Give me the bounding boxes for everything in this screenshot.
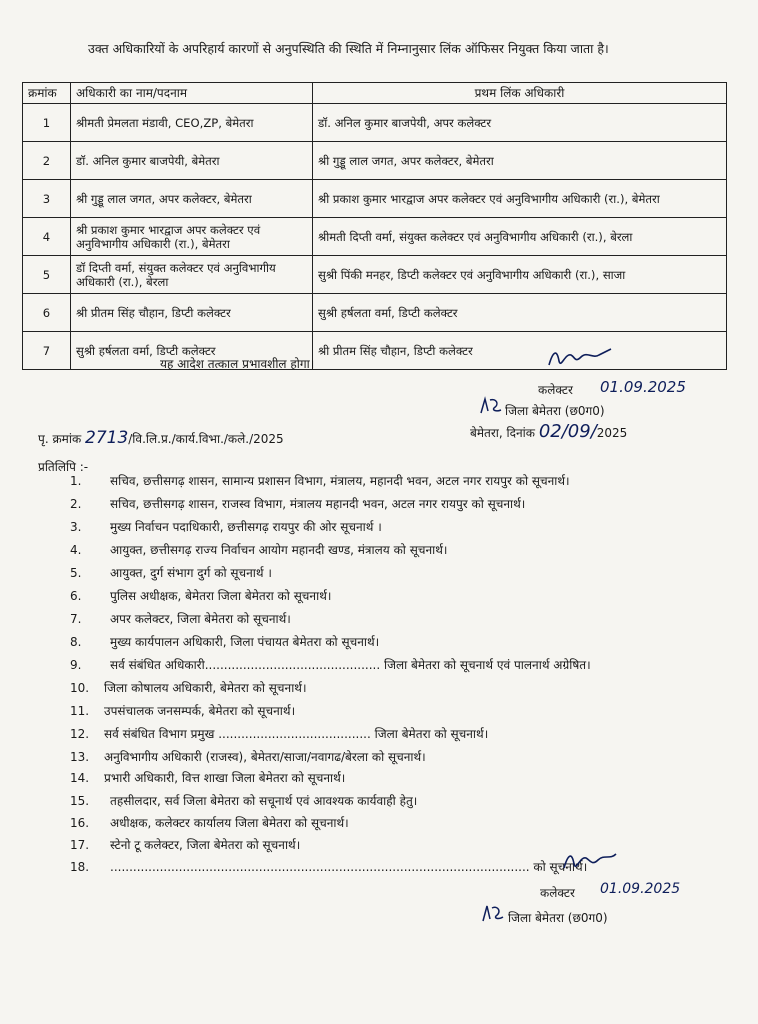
link-officer-cell: सुश्री पिंकी मनहर, डिप्टी कलेक्टर एवं अनुविभागीय अधिकारी (रा.), साजा (313, 256, 727, 294)
signature1-date: 01.09.2025 (600, 378, 686, 396)
serial-cell: 2 (23, 142, 71, 180)
table-row (23, 180, 727, 218)
link-officer-cell: श्रीमती दिप्ती वर्मा, संयुक्त कलेक्टर एवं अनुविभागीय अधिकारी (रा.), बेरला (313, 218, 727, 256)
serial-cell: 6 (23, 294, 71, 332)
table-row (23, 104, 727, 142)
officer-cell: सुश्री हर्षलता वर्मा, डिप्टी कलेक्टर (71, 332, 313, 370)
reference-hand-number: 2713 (85, 428, 129, 448)
table-row (23, 294, 727, 332)
reference-number (38, 428, 284, 448)
list-item: 12. सर्व संबंधित विभाग प्रमुख ........................................ जिला बेमेतरा को सूचनार्थ। (70, 727, 489, 741)
officer-cell: श्री प्रकाश कुमार भारद्वाज अपर कलेक्टर एवं अनुविभागीय अधिकारी (रा.), बेमेतरा (71, 218, 313, 256)
serial-cell: 1 (23, 104, 71, 142)
officer-cell: डॉ. अनिल कुमार बाजपेयी, बेमेतरा (71, 142, 313, 180)
date-year: 2025 (596, 426, 628, 440)
effect-statement: यह आदेश तत्काल प्रभावशील होगा। (160, 357, 315, 371)
list-item: 5. आयुक्त, दुर्ग संभाग दुर्ग को सूचनार्थ । (70, 566, 272, 580)
link-officer-table (22, 82, 727, 370)
place-date-label: बेमेतरा, दिनांक (470, 426, 535, 440)
list-item: 13. अनुविभागीय अधिकारी (राजस्व), बेमेतरा/साजा/नवागढ/बेरला को सूचनार्थ। (70, 750, 426, 764)
signature2-date: 01.09.2025 (600, 881, 681, 897)
link-officer-cell: श्री प्रकाश कुमार भारद्वाज अपर कलेक्टर एवं अनुविभागीय अधिकारी (रा.), बेमेतरा (313, 180, 727, 218)
serial-cell: 5 (23, 256, 71, 294)
serial-cell: 3 (23, 180, 71, 218)
list-item: 4. आयुक्त, छत्तीसगढ़ राज्य निर्वाचन आयोग महानदी खण्ड, मंत्रालय को सूचनार्थ। (70, 543, 448, 557)
serial-cell: 7 (23, 332, 71, 370)
list-item: 11. उपसंचालक जनसम्पर्क, बेमेतरा को सूचनार्थ। (70, 704, 296, 718)
signature1-district: जिला बेमेतरा (छ0ग0) (505, 404, 605, 418)
signature-scribble-icon (560, 848, 620, 874)
list-item: 1. सचिव, छत्तीसगढ़ शासन, सामान्य प्रशासन विभाग, मंत्रालय, महानदी भवन, अटल नगर रायपुर को सूचनार्थ। (70, 474, 570, 488)
list-item: 2. सचिव, छत्तीसगढ़ शासन, राजस्व विभाग, मंत्रालय महानदी भवन, अटल नगर रायपुर को सूचनार्थ। (70, 497, 526, 511)
serial-cell: 4 (23, 218, 71, 256)
table-row (23, 218, 727, 256)
link-officer-cell: सुश्री हर्षलता वर्मा, डिप्टी कलेक्टर (313, 294, 727, 332)
signature-scribble-icon (545, 345, 615, 371)
officer-cell: श्री प्रीतम सिंह चौहान, डिप्टी कलेक्टर (71, 294, 313, 332)
signature1-title: कलेक्टर (538, 383, 573, 397)
table-row (23, 256, 727, 294)
signature2-district: जिला बेमेतरा (छ0ग0) (508, 911, 608, 925)
link-officer-cell: श्री गुड्डू लाल जगत, अपर कलेक्टर, बेमेतरा (313, 142, 727, 180)
initials-mark-icon (478, 396, 504, 416)
link-officer-cell: श्री प्रीतम सिंह चौहान, डिप्टी कलेक्टर (313, 332, 727, 370)
list-item: 6. पुलिस अधीक्षक, बेमेतरा जिला बेमेतरा को सूचनार्थ। (70, 589, 332, 603)
intro-text: उक्त अधिकारियों के अपरिहार्य कारणों से अनुपस्थिति की स्थिति में निम्नानुसार लिंक ऑफिसर नियुक्त किया जाता है। (88, 41, 609, 56)
signature2-title: कलेक्टर (540, 886, 575, 900)
table-header-row (23, 83, 727, 104)
list-item: 3. मुख्य निर्वाचन पदाधिकारी, छत्तीसगढ़ रायपुर की ओर सूचनार्थ । (70, 520, 382, 534)
list-item: 7. अपर कलेक्टर, जिला बेमेतरा को सूचनार्थ। (70, 612, 291, 626)
header-serial: क्रमांक (23, 83, 71, 104)
list-item: 10. जिला कोषालय अधिकारी, बेमेतरा को सूचनार्थ। (70, 681, 307, 695)
header-link-officer: प्रथम लिंक अधिकारी (313, 83, 727, 104)
list-item: 16. अधीक्षक, कलेक्टर कार्यालय जिला बेमेतरा को सूचनार्थ। (70, 816, 349, 830)
list-item: 14. प्रभारी अधिकारी, वित्त शाखा जिला बेमेतरा को सूचनार्थ। (70, 771, 346, 785)
link-officer-cell: डॉ. अनिल कुमार बाजपेयी, अपर कलेक्टर (313, 104, 727, 142)
officer-cell: डॉ दिप्ती वर्मा, संयुक्त कलेक्टर एवं अनुविभागीय अधिकारी (रा.), बेरला (71, 256, 313, 294)
date-day: 02 (538, 421, 562, 442)
place-date: बेमेतरा, दिनांक 02/09/2025 (470, 421, 628, 442)
list-item: 15. तहसीलदार, सर्व जिला बेमेतरा को सचूनार्थ एवं आवश्यक कार्यवाही हेतु। (70, 794, 418, 808)
list-item: 9. सर्व संबंधित अधिकारी.............................................. जिला बेमेतरा को सूचनार्थ एवं पालनार्थ अग्रेषित। (70, 658, 591, 672)
table-row (23, 332, 727, 370)
officer-cell: श्रीमती प्रेमलता मंडावी, CEO,ZP, बेमेतरा (71, 104, 313, 142)
initials-mark-icon (480, 902, 506, 924)
reference-prefix: पृ. क्रमांक (38, 432, 82, 446)
list-item: 17. स्टेनो टू कलेक्टर, जिला बेमेतरा को सूचनार्थ। (70, 838, 301, 852)
reference-suffix: /वि.लि.प्र./कार्य.विभा./कले./2025 (128, 432, 284, 446)
header-officer: अधिकारी का नाम/पदनाम (71, 83, 313, 104)
date-month: 09 (567, 421, 591, 442)
copy-heading: प्रतिलिपि :- (38, 460, 89, 474)
officer-cell: श्री गुड्डू लाल जगत, अपर कलेक्टर, बेमेतरा (71, 180, 313, 218)
list-item: 8. मुख्य कार्यपालन अधिकारी, जिला पंचायत बेमेतरा को सूचनार्थ। (70, 635, 380, 649)
table-row (23, 142, 727, 180)
list-item: 18. .............................................................................................................. को सूचनार्थ। (70, 860, 588, 874)
